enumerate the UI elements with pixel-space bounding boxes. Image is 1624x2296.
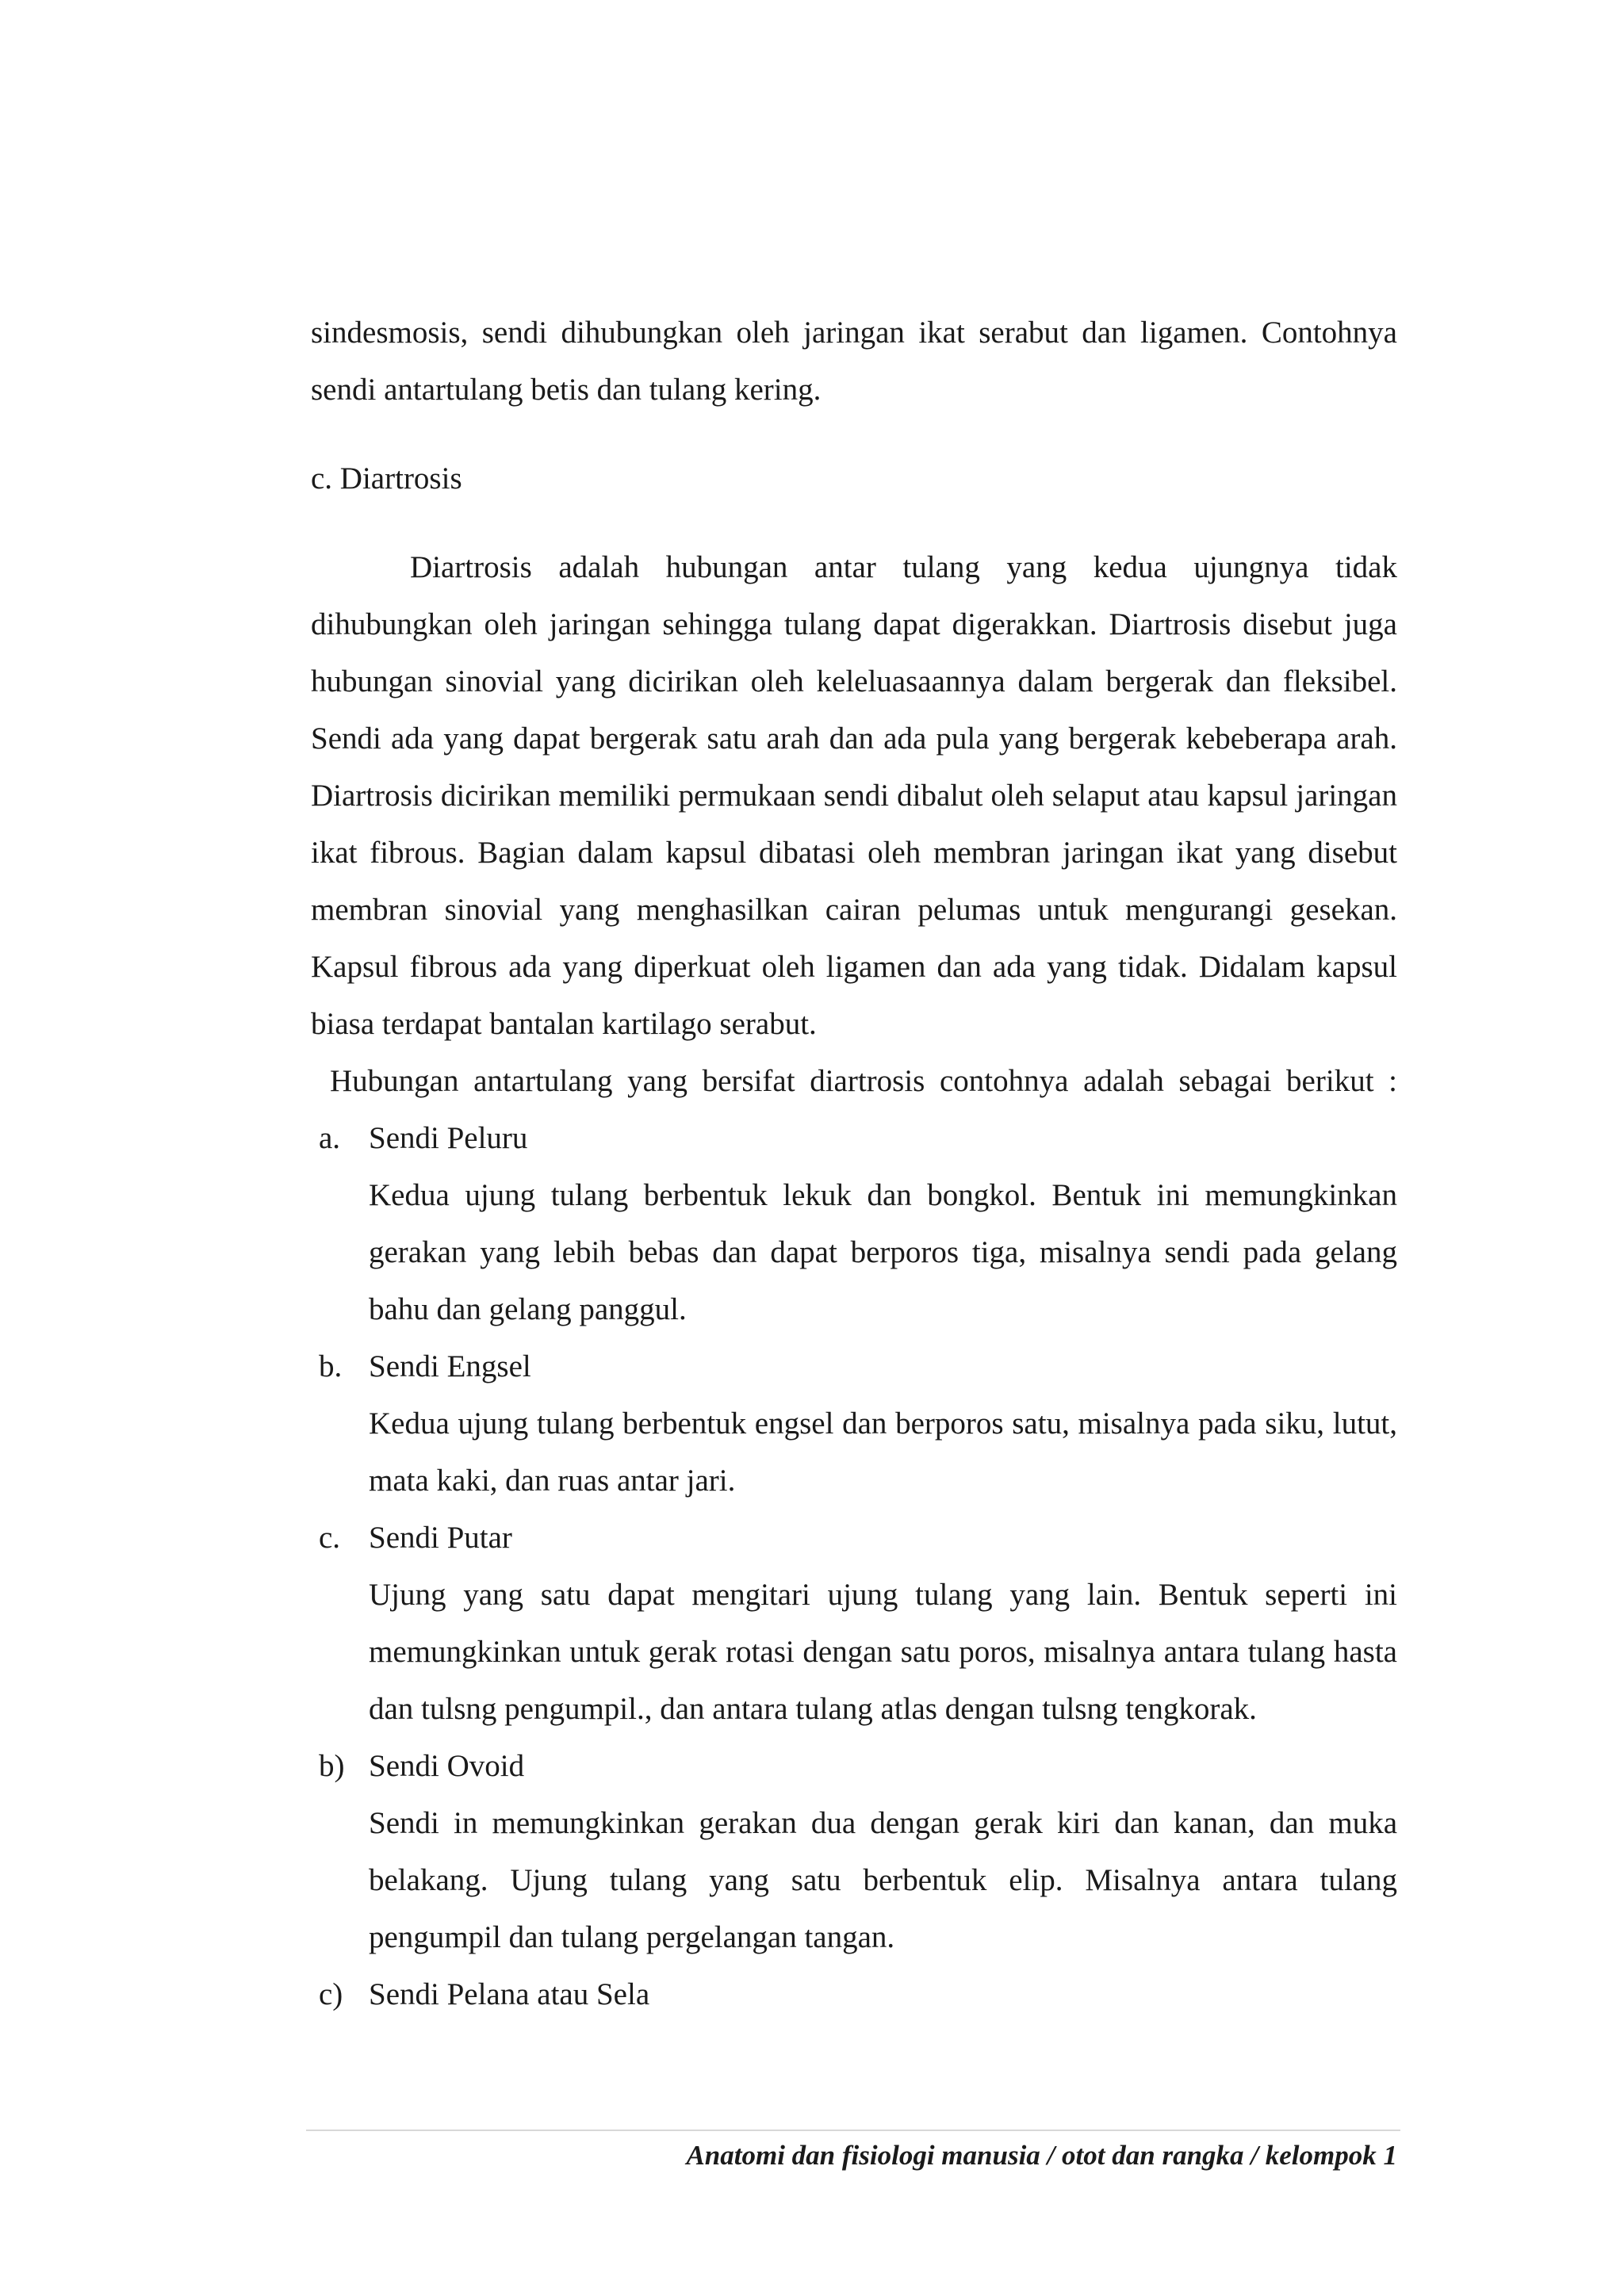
list-item-title: Sendi Peluru xyxy=(369,1121,528,1155)
list-item-title: Sendi Pelana atau Sela xyxy=(369,1977,650,2011)
paragraph-examples-intro: Hubungan antartulang yang bersifat diartrosis contohnya adalah sebagai berikut : xyxy=(330,1064,1397,1098)
list-marker: c) xyxy=(319,1977,343,2011)
list-item-sendi-putar xyxy=(311,1510,1397,1738)
list-item-title: Sendi Putar xyxy=(369,1521,512,1555)
page-footer: Anatomi dan fisiologi manusia / otot dan rangka / kelompok 1 xyxy=(686,2140,1397,2171)
list-item-title: Sendi Ovoid xyxy=(369,1749,525,1783)
list-item-title: Sendi Engsel xyxy=(369,1349,531,1383)
list-item-description: Kedua ujung tulang berbentuk engsel dan berporos satu, misalnya pada siku, lutut, mata kaki, dan ruas antar jari. xyxy=(369,1406,1397,1498)
list-item-description: Kedua ujung tulang berbentuk lekuk dan bongkol. Bentuk ini memungkinkan gerakan yang lebih bebas dan dapat berporos tiga, misalnya sendi pada gelang bahu dan gelang panggul. xyxy=(369,1178,1397,1326)
list-marker: b. xyxy=(319,1349,343,1383)
list-item-sendi-pelana xyxy=(311,1966,1397,2023)
page-content xyxy=(311,304,1397,2023)
paragraph-diartrosis: Diartrosis adalah hubungan antar tulang yang kedua ujungnya tidak dihubungkan oleh jaringan sehingga tulang dapat digerakkan. Diartrosis disebut juga hubungan sinovial yang dicirikan oleh keleluasaannya dalam bergerak dan fleksibel. Sendi ada yang dapat bergerak satu arah dan ada pula yang bergerak kebeberapa arah. Diartrosis dicirikan memiliki permukaan sendi dibalut oleh selaput atau kapsul jaringan ikat fibrous. Bagian dalam kapsul dibatasi oleh membran jaringan ikat yang disebut membran sinovial yang menghasilkan cairan pelumas untuk mengurangi gesekan. Kapsul fibrous ada yang diperkuat oleh ligamen dan ada yang tidak. Didalam kapsul biasa terdapat bantalan kartilago serabut. xyxy=(311,550,1397,1041)
list-item-description: Sendi in memungkinkan gerakan dua dengan gerak kiri dan kanan, dan muka belakang. Ujung tulang yang satu berbentuk elip. Misalnya antara tulang pengumpil dan tulang pergelangan tangan. xyxy=(369,1806,1397,1954)
list-marker: a. xyxy=(319,1121,341,1155)
list-item-description: Ujung yang satu dapat mengitari ujung tulang yang lain. Bentuk seperti ini memungkinkan untuk gerak rotasi dengan satu poros, misalnya antara tulang hasta dan tulsng pengumpil., dan antara tulang atlas dengan tulsng tengkorak. xyxy=(369,1578,1397,1726)
list-marker: b) xyxy=(319,1749,345,1783)
list-item-sendi-peluru xyxy=(311,1110,1397,1338)
paragraph-sindesmosis: sindesmosis, sendi dihubungkan oleh jaringan ikat serabut dan ligamen. Contohnya sendi antartulang betis dan tulang kering. xyxy=(311,316,1397,407)
list-item-sendi-engsel xyxy=(311,1338,1397,1510)
section-heading-diartrosis: c. Diartrosis xyxy=(311,461,462,496)
list-item-sendi-ovoid xyxy=(311,1738,1397,1966)
list-marker: c. xyxy=(319,1521,341,1555)
footer-divider xyxy=(306,2130,1400,2131)
